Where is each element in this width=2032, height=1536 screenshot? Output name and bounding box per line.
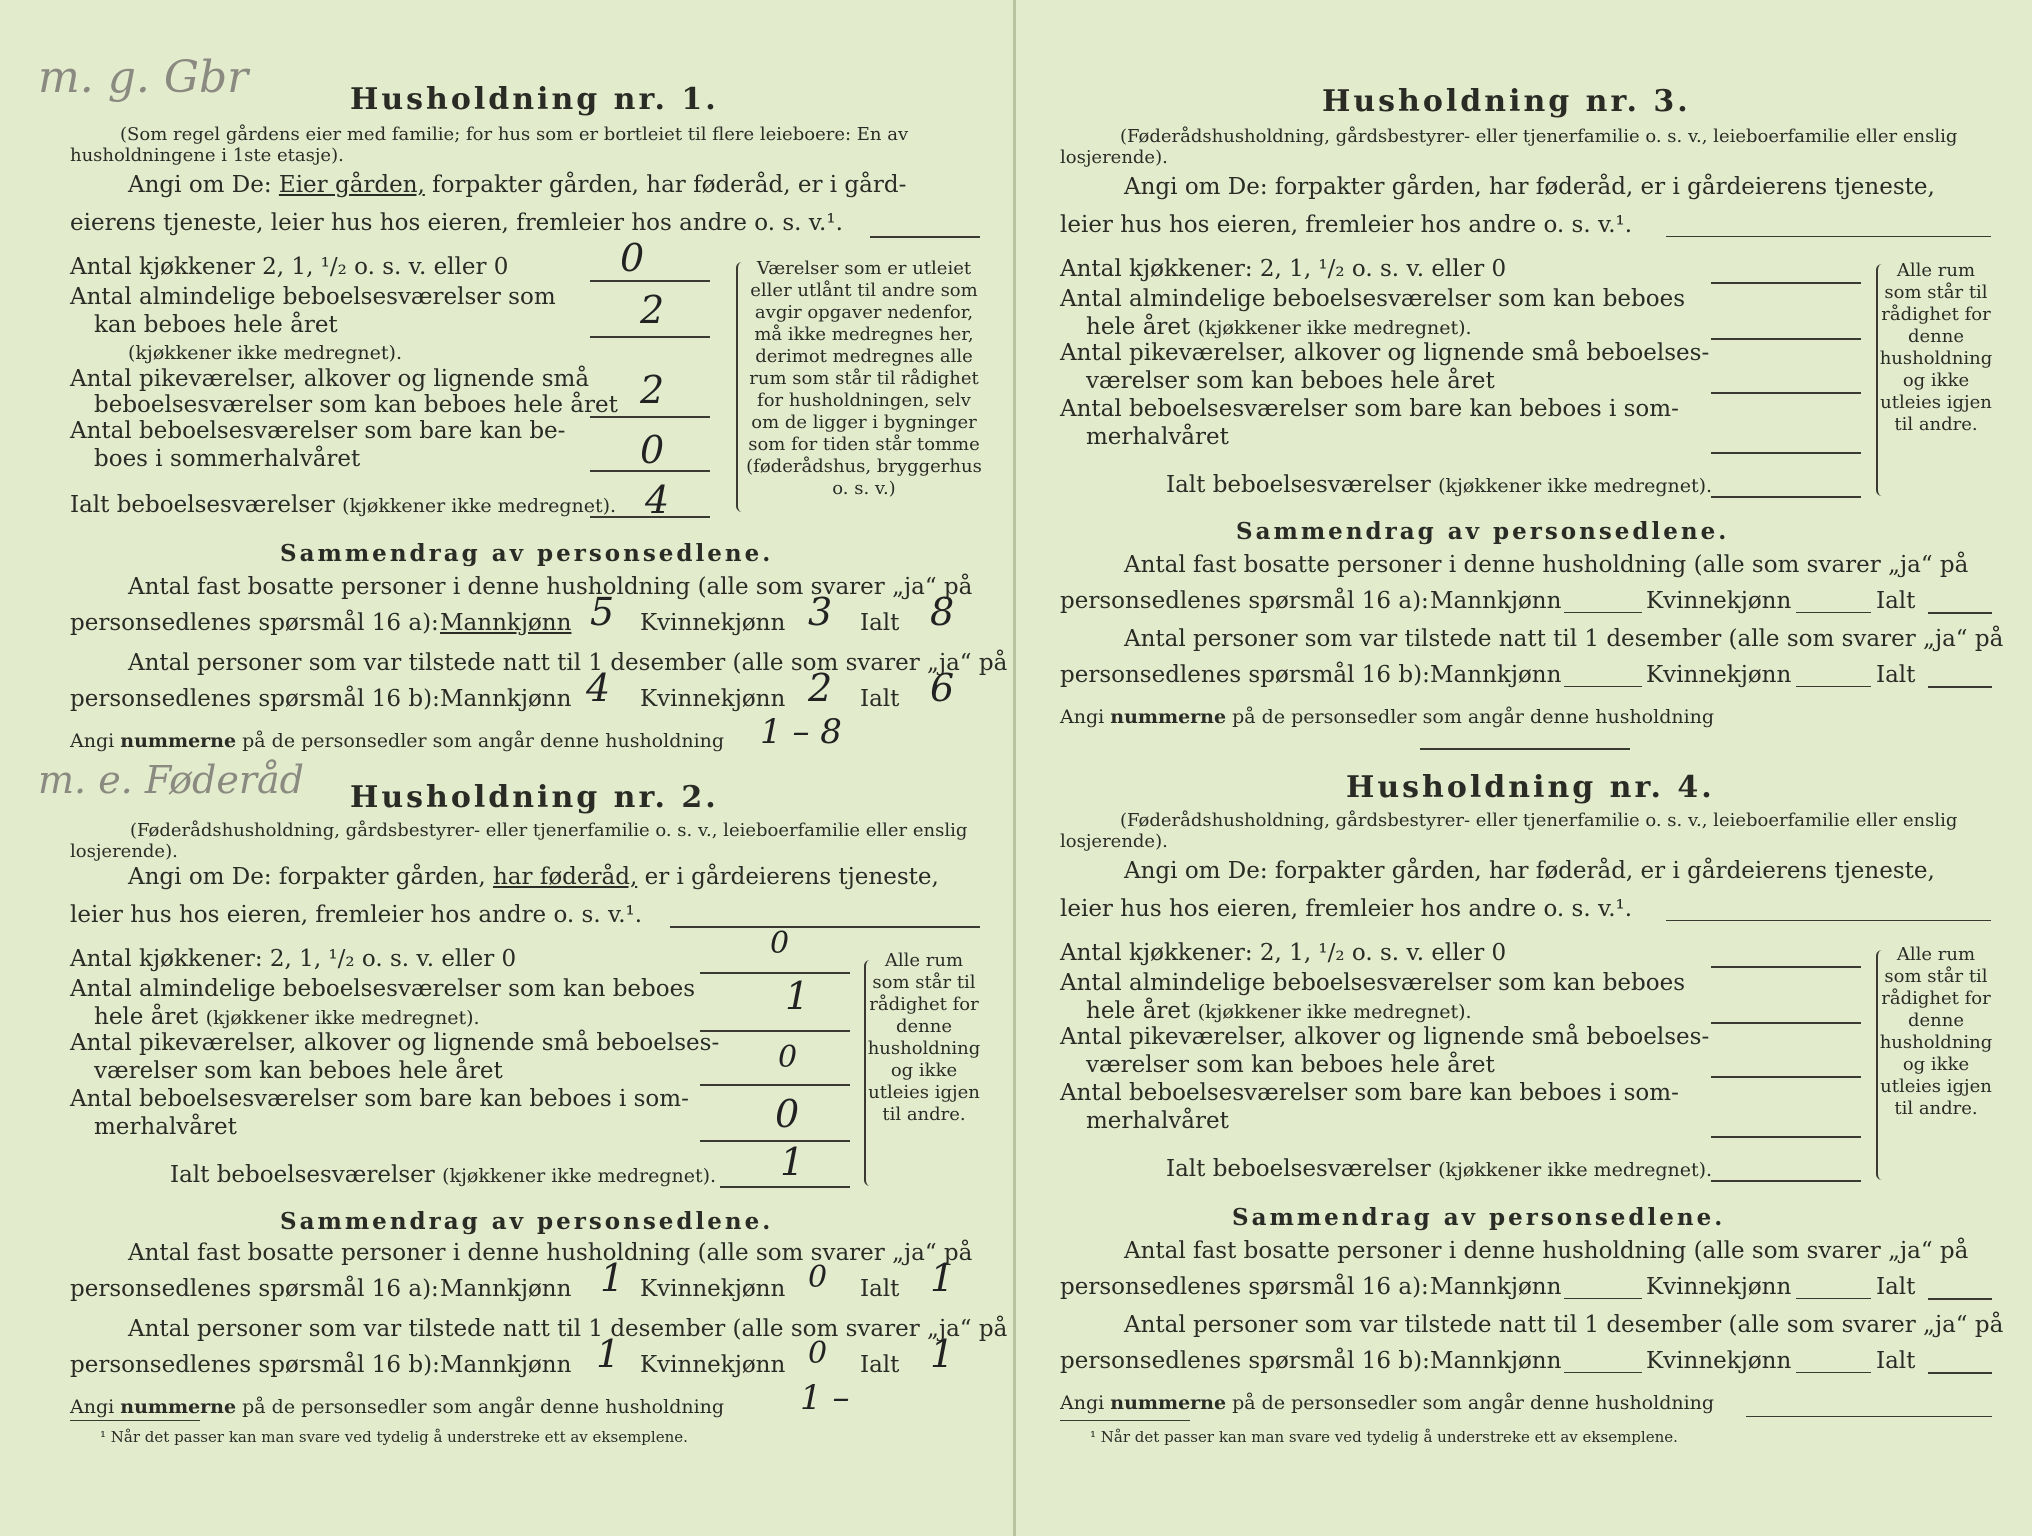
h2-s1-b: personsedlenes spørsmål 16 a): [70, 1276, 439, 1302]
corner-note-2: m. e. Føderåd [38, 758, 304, 802]
h2-s1-k: 0 [808, 1260, 828, 1295]
h3-intro: (Føderådshusholdning, gårdsbestyrer- eller tjenerfamilie o. s. v., leieboerfamilie eller enslig losjerende). [1060, 126, 1958, 168]
h2-s2-k: 0 [808, 1336, 828, 1371]
h2-q-summer-1: Antal beboelsesværelser som bare kan beboes i som- [70, 1086, 689, 1112]
h4-q-ord-2 [1086, 998, 1472, 1024]
h3-s1-a: Antal fast bosatte personer i denne husholdning (alle som svarer „ja“ på [1124, 552, 1969, 578]
h1-title: Husholdning nr. 1. [350, 82, 719, 117]
h4-q-ord-2-text: hele året [1086, 998, 1191, 1024]
h1-s2-a: Antal personer som var tilstede natt til 1 desember (alle som svarer „ja“ på [128, 650, 1008, 676]
h1-s2-k-label: Kvinnekjønn [640, 686, 786, 712]
h4-s2-m-line [1564, 1372, 1642, 1373]
h3-small-line [1711, 392, 1861, 394]
h1-summary-title: Sammendrag av personsedlene. [280, 540, 774, 567]
h4-ord-line [1711, 1022, 1861, 1024]
h4-summary-title: Sammendrag av personsedlene. [1232, 1204, 1726, 1231]
h2-angi-line1 [128, 864, 939, 890]
h3-nums-a: Angi [1060, 706, 1105, 728]
h2-summary-title: Sammendrag av personsedlene. [280, 1208, 774, 1235]
h2-side-note: Alle rum som står til rådighet for denne husholdning og ikke utleies igjen til andre. [867, 950, 981, 1125]
footnote-right: ¹ Når det passer kan man svare ved tydelig å understreke ett av eksemplene. [1090, 1428, 1678, 1446]
h1-nums-answer: 1 – 8 [760, 712, 842, 752]
h3-ord-line [1711, 338, 1861, 340]
h1-q-kitchens: Antal kjøkkener 2, 1, ¹/₂ o. s. v. eller 0 [70, 254, 509, 280]
h2-q-summer-2: merhalvåret [94, 1114, 237, 1140]
h1-kitchens-answer: 0 [620, 236, 645, 280]
h1-ord-answer: 2 [640, 288, 665, 332]
h4-q-total: Ialt beboelsesværelser [1166, 1156, 1431, 1182]
h1-nums-b: nummerne [120, 730, 237, 752]
h4-s1-k-label: Kvinnekjønn [1646, 1274, 1792, 1300]
h2-s1-m-label: Mannkjønn [440, 1276, 572, 1302]
right-page [1016, 0, 2032, 1536]
h4-small-line [1711, 1076, 1861, 1078]
h1-angi-highlight: Eier gården, [278, 172, 425, 198]
h3-s1-k-label: Kvinnekjønn [1646, 588, 1792, 614]
h3-angi-line2: leier hus hos eieren, fremleier hos andre o. s. v.¹. [1060, 212, 1633, 238]
h4-side-note: Alle rum som står til rådighet for denne husholdning og ikke utleies igjen til andre. [1879, 944, 1993, 1119]
h2-kitchens-line [700, 972, 850, 974]
h3-summer-line [1711, 452, 1861, 454]
h2-s2-a: Antal personer som var tilstede natt til 1 desember (alle som svarer „ja“ på [128, 1316, 1008, 1342]
h3-s2-i-label: Ialt [1876, 662, 1916, 688]
h1-s1-i: 8 [930, 590, 955, 634]
h4-s2-k-label: Kvinnekjønn [1646, 1348, 1792, 1374]
h1-q-total: Ialt beboelsesværelser [70, 492, 335, 518]
h2-q-ord-2-text: hele året [94, 1004, 199, 1030]
h1-small-line [590, 416, 710, 418]
h4-summer-line [1711, 1136, 1861, 1138]
h1-q-small-1: Antal pikeværelser, alkover og lignende små [70, 366, 590, 392]
h3-q-kitchens: Antal kjøkkener: 2, 1, ¹/₂ o. s. v. eller 0 [1060, 256, 1507, 282]
h2-s2-k-label: Kvinnekjønn [640, 1352, 786, 1378]
h2-nums-row [70, 1396, 724, 1418]
h4-s2-b: personsedlenes spørsmål 16 b): [1060, 1348, 1430, 1374]
h2-q-ord-1: Antal almindelige beboelsesværelser som kan beboes [70, 976, 696, 1002]
h2-total-line [720, 1186, 850, 1188]
h1-nums-row [70, 730, 724, 752]
h1-angi-underline [870, 236, 980, 238]
h3-q-ord-3: (kjøkkener ikke medregnet). [1197, 317, 1472, 339]
h3-s2-i-line [1928, 686, 1992, 688]
h2-s1-m: 1 [600, 1256, 625, 1300]
h3-h4-separator [1420, 748, 1630, 750]
h4-s1-a: Antal fast bosatte personer i denne husholdning (alle som svarer „ja“ på [1124, 1238, 1969, 1264]
h3-q-summer-1: Antal beboelsesværelser som bare kan beboes i som- [1060, 396, 1679, 422]
h2-s1-i-label: Ialt [860, 1276, 900, 1302]
h4-s2-i-label: Ialt [1876, 1348, 1916, 1374]
h4-q-small-1: Antal pikeværelser, alkover og lignende små beboelses- [1060, 1024, 1710, 1050]
h4-q-summer-1: Antal beboelsesværelser som bare kan beboes i som- [1060, 1080, 1679, 1106]
h1-q-ord-2: kan beboes hele året [94, 312, 338, 338]
h4-q-summer-2: merhalvåret [1086, 1108, 1229, 1134]
h1-angi-line1 [128, 172, 906, 198]
h1-s1-k-label: Kvinnekjønn [640, 610, 786, 636]
h4-intro: (Føderådshusholdning, gårdsbestyrer- eller tjenerfamilie o. s. v., leieboerfamilie eller enslig losjerende). [1060, 810, 1958, 852]
h1-s2-k: 2 [808, 666, 833, 710]
h4-q-ord-1: Antal almindelige beboelsesværelser som kan beboes [1060, 970, 1686, 996]
h1-angi-line2: eierens tjeneste, leier hus hos eieren, fremleier hos andre o. s. v.¹. [70, 210, 843, 236]
h2-s2-i-label: Ialt [860, 1352, 900, 1378]
h2-ord-line [700, 1030, 850, 1032]
h2-small-line [700, 1084, 850, 1086]
h3-s2-m-line [1564, 686, 1642, 687]
h4-s2-k-line [1796, 1372, 1871, 1373]
corner-note-1: m. g. Gbr [38, 52, 249, 103]
h4-s1-b: personsedlenes spørsmål 16 a): [1060, 1274, 1429, 1300]
h1-q-total-note: (kjøkkener ikke medregnet). [342, 495, 617, 517]
h4-nums-c: på de personsedler som angår denne husholdning [1232, 1392, 1715, 1414]
h2-q-total: Ialt beboelsesværelser [170, 1162, 435, 1188]
h1-s2-m-label: Mannkjønn [440, 686, 572, 712]
h2-summer-line [700, 1140, 850, 1142]
h3-nums-b: nummerne [1110, 706, 1227, 728]
h3-nums-c: på de personsedler som angår denne husholdning [1232, 706, 1715, 728]
h3-s2-k-line [1796, 686, 1871, 687]
h1-s2-i: 6 [930, 666, 955, 710]
h2-ord-answer: 1 [785, 974, 810, 1018]
h3-q-summer-2: merhalvåret [1086, 424, 1229, 450]
h3-s2-k-label: Kvinnekjønn [1646, 662, 1792, 688]
h4-s1-k-line [1796, 1298, 1871, 1299]
h4-s1-i-label: Ialt [1876, 1274, 1916, 1300]
h2-nums-b: nummerne [120, 1396, 237, 1418]
h1-q-total-row [70, 492, 616, 518]
h2-q-small-1: Antal pikeværelser, alkover og lignende små beboelses- [70, 1030, 720, 1056]
h1-s1-m: 5 [590, 590, 615, 634]
h1-q-summer-1: Antal beboelsesværelser som bare kan be- [70, 418, 566, 444]
h2-s2-m: 1 [596, 1332, 621, 1376]
h2-title: Husholdning nr. 2. [350, 780, 719, 815]
h4-q-total-row [1166, 1156, 1712, 1182]
h2-angi-underline [670, 926, 980, 928]
h2-total-answer: 1 [780, 1140, 805, 1184]
h3-q-small-1: Antal pikeværelser, alkover og lignende små beboelses- [1060, 340, 1710, 366]
h4-s1-i-line [1928, 1298, 1992, 1300]
h3-s1-i-line [1928, 612, 1992, 614]
h4-nums-line [1746, 1416, 1992, 1417]
h1-s1-b: personsedlenes spørsmål 16 a): [70, 610, 439, 636]
h2-summer-answer: 0 [775, 1092, 800, 1136]
h2-angi-line2: leier hus hos eieren, fremleier hos andre o. s. v.¹. [70, 902, 643, 928]
h2-q-kitchens: Antal kjøkkener: 2, 1, ¹/₂ o. s. v. eller 0 [70, 946, 517, 972]
h1-nums-c: på de personsedler som angår denne husholdning [242, 730, 725, 752]
h2-angi-highlight: har føderåd, [492, 864, 638, 890]
h3-angi-line1: Angi om De: forpakter gården, har føderåd, er i gårdeierens tjeneste, [1124, 174, 1935, 200]
h3-q-total: Ialt beboelsesværelser [1166, 472, 1431, 498]
h2-s1-k-label: Kvinnekjønn [640, 1276, 786, 1302]
h4-q-total-note: (kjøkkener ikke medregnet). [1438, 1159, 1713, 1181]
h3-q-ord-2-text: hele året [1086, 314, 1191, 340]
h1-small-answer: 2 [640, 368, 665, 412]
h2-q-total-note: (kjøkkener ikke medregnet). [442, 1165, 717, 1187]
h2-intro: (Føderådshusholdning, gårdsbestyrer- eller tjenerfamilie o. s. v., leieboerfamilie eller enslig losjerende). [70, 820, 968, 862]
h4-q-ord-3: (kjøkkener ikke medregnet). [1197, 1001, 1472, 1023]
h3-nums-row [1060, 706, 1714, 728]
h3-q-total-note: (kjøkkener ikke medregnet). [1438, 475, 1713, 497]
h4-kitchens-line [1711, 966, 1861, 968]
h1-summer-answer: 0 [640, 428, 665, 472]
h3-q-small-2: værelser som kan beboes hele året [1086, 368, 1495, 394]
h1-s2-m: 4 [586, 666, 611, 710]
h4-nums-a: Angi [1060, 1392, 1105, 1414]
footnote-left: ¹ Når det passer kan man svare ved tydelig å understreke ett av eksemplene. [100, 1428, 688, 1446]
h3-s1-b: personsedlenes spørsmål 16 a): [1060, 588, 1429, 614]
h3-q-ord-2 [1086, 314, 1472, 340]
h3-angi-underline [1666, 236, 1991, 237]
h2-q-ord-3: (kjøkkener ikke medregnet). [205, 1007, 480, 1029]
h4-angi-underline [1666, 920, 1991, 921]
h3-q-ord-1: Antal almindelige beboelsesværelser som kan beboes [1060, 286, 1686, 312]
h1-total-answer: 4 [645, 478, 670, 522]
h4-q-kitchens: Antal kjøkkener: 2, 1, ¹/₂ o. s. v. eller 0 [1060, 940, 1507, 966]
h1-s2-b: personsedlenes spørsmål 16 b): [70, 686, 440, 712]
h1-side-note: Værelser som er utleiet eller utlånt til andre som avgir opgaver nedenfor, må ikke medregnes her, derimot medregnes alle rum som står til rådighet for husholdningen, selv om de ligger i bygninger som for tiden står tomme (føderådshus, bryggerhus o. s. v.) [746, 258, 982, 499]
h3-q-total-row [1166, 472, 1712, 498]
h4-s1-m-line [1564, 1298, 1642, 1299]
h2-s2-m-label: Mannkjønn [440, 1352, 572, 1378]
h1-q-ord-1: Antal almindelige beboelsesværelser som [70, 284, 556, 310]
h4-s2-m-label: Mannkjønn [1430, 1348, 1562, 1374]
h2-angi-rest: er i gårdeierens tjeneste, [644, 864, 939, 890]
h4-nums-b: nummerne [1110, 1392, 1227, 1414]
h4-angi-line1: Angi om De: forpakter gården, har føderåd, er i gårdeierens tjeneste, [1124, 858, 1935, 884]
h2-nums-a: Angi [70, 1396, 115, 1418]
h2-nums-c: på de personsedler som angår denne husholdning [242, 1396, 725, 1418]
h4-total-line [1711, 1180, 1861, 1182]
footnote-rule-right [1060, 1420, 1190, 1421]
h3-title: Husholdning nr. 3. [1322, 84, 1691, 119]
h4-s2-a: Antal personer som var tilstede natt til 1 desember (alle som svarer „ja“ på [1124, 1312, 2004, 1338]
h3-side-note: Alle rum som står til rådighet for denne husholdning og ikke utleies igjen til andre. [1879, 260, 1993, 435]
h1-s2-i-label: Ialt [860, 686, 900, 712]
h1-angi-rest: forpakter gården, har føderåd, er i gård- [432, 172, 907, 198]
h1-ord-line [590, 336, 710, 338]
h1-s1-i-label: Ialt [860, 610, 900, 636]
h3-summary-title: Sammendrag av personsedlene. [1236, 518, 1730, 545]
h1-s1-m-label: Mannkjønn [440, 610, 572, 636]
h2-s2-b: personsedlenes spørsmål 16 b): [70, 1352, 440, 1378]
footnote-rule [70, 1420, 200, 1421]
h2-q-ord-2 [94, 1004, 480, 1030]
h1-q-ord-3: (kjøkkener ikke medregnet). [128, 342, 402, 364]
h3-total-line [1711, 496, 1861, 498]
h3-s2-b: personsedlenes spørsmål 16 b): [1060, 662, 1430, 688]
h1-kitchens-line [590, 280, 710, 282]
h2-kitchens-answer: 0 [770, 926, 790, 961]
h3-s1-m-line [1564, 612, 1642, 613]
h4-title: Husholdning nr. 4. [1346, 770, 1715, 805]
h1-s1-a: Antal fast bosatte personer i denne husholdning (alle som svarer „ja“ på [128, 574, 973, 600]
h2-s1-i: 1 [930, 1256, 955, 1300]
h2-q-total-row [170, 1162, 716, 1188]
h1-intro: (Som regel gårdens eier med familie; for hus som er bortleiet til flere leieboere: En av husholdningene i 1ste etasje). [70, 124, 909, 166]
h4-s1-m-label: Mannkjønn [1430, 1274, 1562, 1300]
h4-angi-line2: leier hus hos eieren, fremleier hos andre o. s. v.¹. [1060, 896, 1633, 922]
h2-nums-answer: 1 – [800, 1378, 850, 1418]
h4-s2-i-line [1928, 1372, 1992, 1374]
h1-q-summer-2: boes i sommerhalvåret [94, 446, 361, 472]
h1-s1-k: 3 [808, 590, 833, 634]
h1-nums-a: Angi [70, 730, 115, 752]
h3-s2-a: Antal personer som var tilstede natt til 1 desember (alle som svarer „ja“ på [1124, 626, 2004, 652]
h3-s2-m-label: Mannkjønn [1430, 662, 1562, 688]
h4-nums-row [1060, 1392, 1714, 1414]
h2-s2-i: 1 [930, 1332, 955, 1376]
h2-s1-a: Antal fast bosatte personer i denne husholdning (alle som svarer „ja“ på [128, 1240, 973, 1266]
h2-q-small-2: værelser som kan beboes hele året [94, 1058, 503, 1084]
h3-s1-k-line [1796, 612, 1871, 613]
h3-kitchens-line [1711, 282, 1861, 284]
h3-s1-i-label: Ialt [1876, 588, 1916, 614]
h4-q-small-2: værelser som kan beboes hele året [1086, 1052, 1495, 1078]
h2-small-answer: 0 [778, 1040, 798, 1075]
h3-s1-m-label: Mannkjønn [1430, 588, 1562, 614]
h2-angi-label: Angi om De: forpakter gården, [128, 864, 486, 890]
h1-q-small-2: beboelsesværelser som kan beboes hele året [94, 392, 618, 418]
h1-angi-label: Angi om De: [128, 172, 272, 198]
